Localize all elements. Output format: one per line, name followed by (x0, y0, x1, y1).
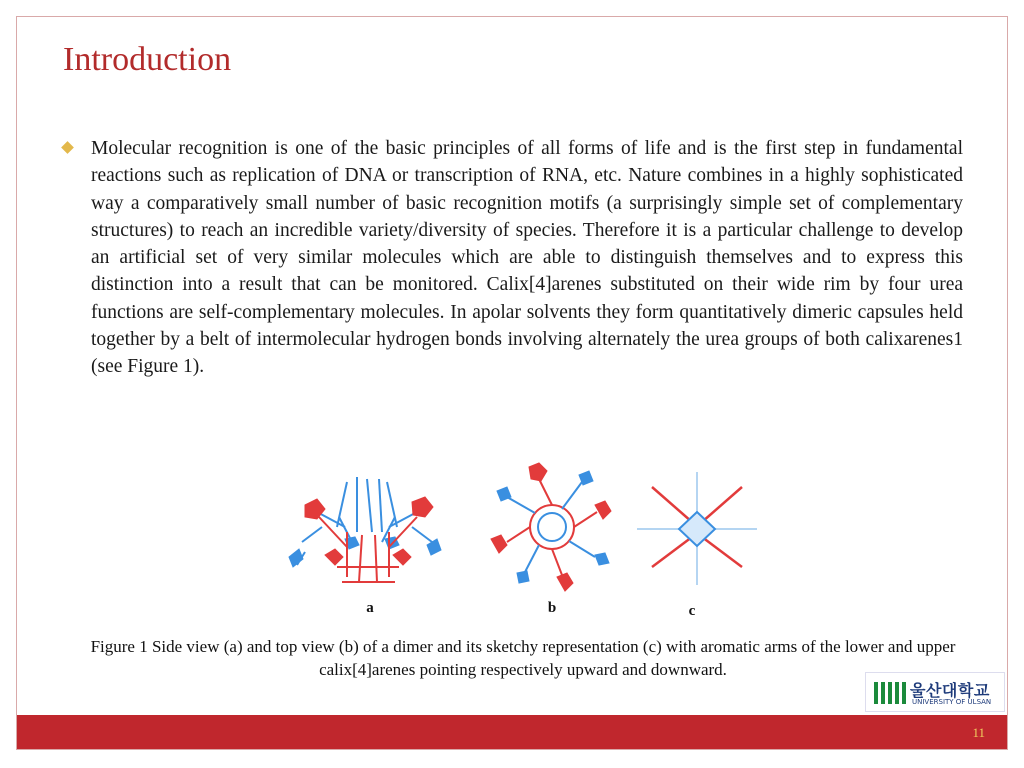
figure-label-b: b (547, 600, 557, 616)
figure-b-top-view (491, 463, 611, 616)
page-number: 11 (972, 725, 985, 740)
logo-name: 울산대학교 (910, 681, 990, 700)
logo-subtitle: UNIVERSITY OF ULSAN (912, 698, 992, 706)
body-paragraph: Molecular recognition is one of the basic principles of all forms of life and is the first step in fundamental reactions such as replication of DNA or transcription of RNA, etc. Nature combines in a highly sophisticated way a comparatively small number of basic recognition motifs (a surprisingly simple set of complementary structures) to reach an incredible variety/diversity of species. Therefore it is a particular challenge to develop an artificial set of very similar molecules which are able to distinguish themselves and to express this distinction into a result that can be monitored. Calix[4]arenes substituted on their wide rim by four urea functions are self-complementary molecules. In apolar solvents they form quantitatively dimeric capsules held together by a belt of intermolecular hydrogen bonds involving alternately the urea groups of both calixarenes1 (see Figure 1). (91, 138, 963, 378)
university-logo (865, 672, 1005, 712)
figure-label-c: c (688, 603, 696, 619)
footer-bar (17, 715, 1007, 749)
figure-c-sketch (637, 472, 757, 619)
slide-title: Introduction (63, 41, 232, 78)
slide (16, 16, 1008, 750)
figure-caption: Figure 1 Side view (a) and top view (b) of a dimer and its sketchy representation (c) with aromatic arms of the lower and upper calix[4]arenes pointing respectively upward and downward. (90, 637, 956, 679)
logo-mark-icon (874, 682, 906, 704)
figure-a-side-view (289, 477, 441, 616)
figure-label-a: a (366, 600, 374, 616)
diamond-bullet-icon (61, 141, 74, 154)
figure-1 (277, 457, 757, 627)
